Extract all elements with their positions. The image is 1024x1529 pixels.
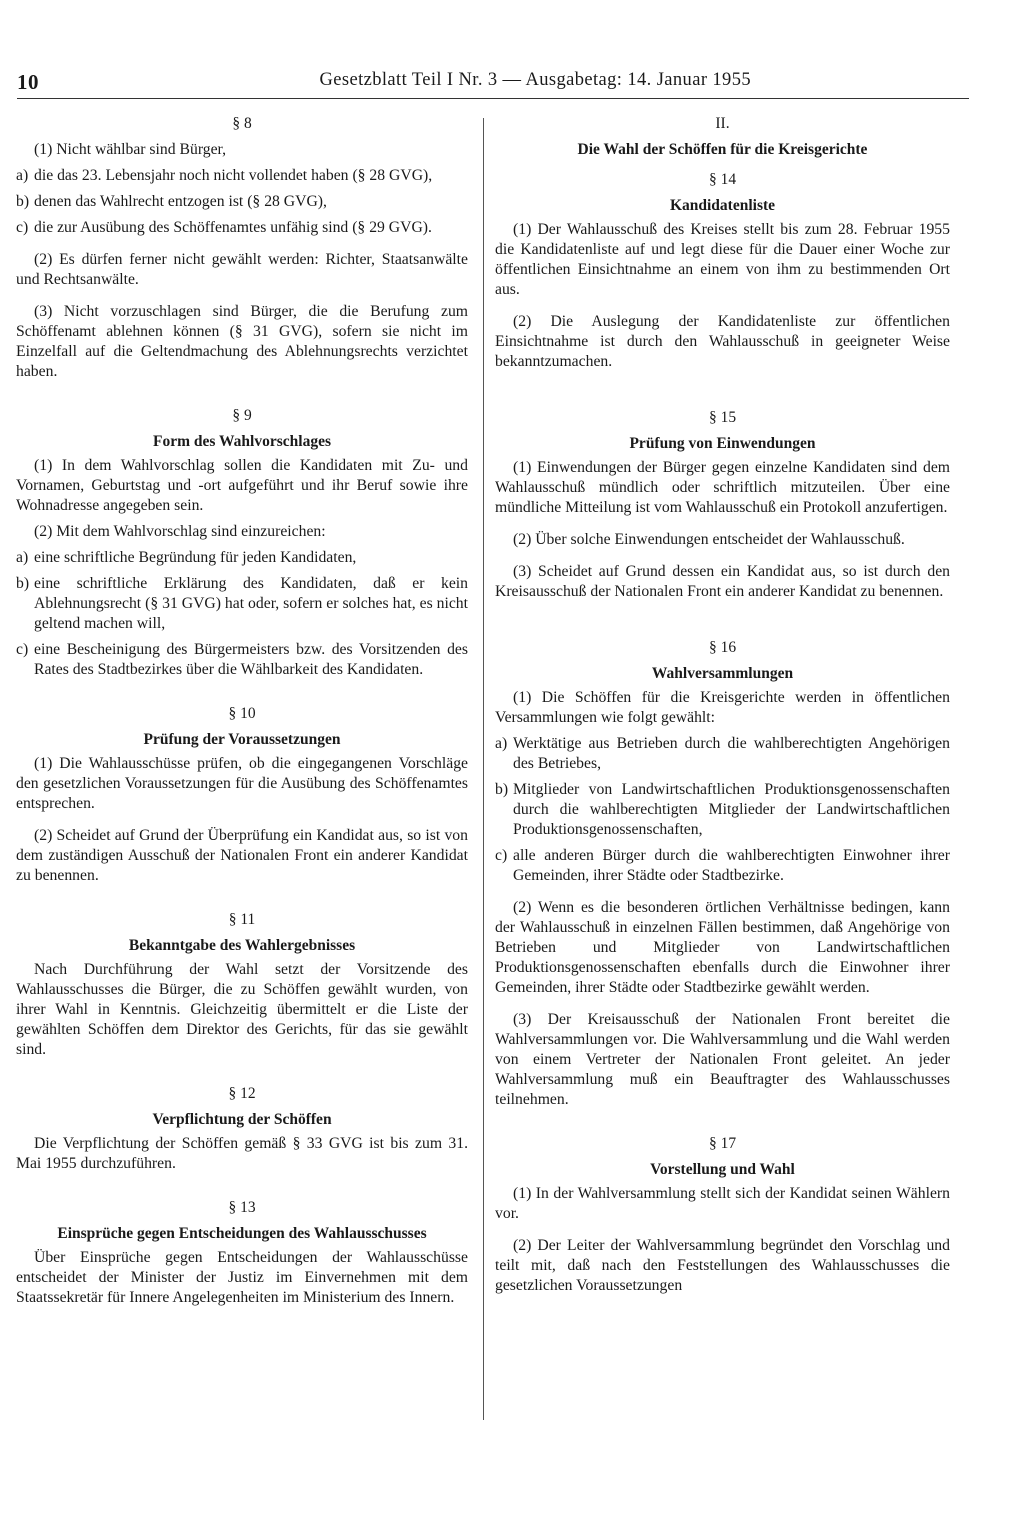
section-16 [495,638,950,1110]
paragraph: (1) Nicht wählbar sind Bürger, [34,141,227,158]
list-label: a) [16,167,29,184]
paragraph: (2) Wenn es die besonderen örtlichen Verhältnisse bedingen, kann der Wahlausschuß in einzelnen Fällen bestimmen, daß Angehörige von Betrieben und Mitglieder von Landwirtschaftlichen Produktionsgenossenschaften ebenfalls durch die Einwohner ihrer Gemeinden, ihrer Städte oder Stadtbezirke gewählt werden. [495,899,950,996]
section-number: § 15 [708,409,737,426]
paragraph: (1) In dem Wahlvorschlag sollen die Kandidaten mit Zu- und Vornamen, Geburtstag und -ort aufgeführt und ihr Beruf sowie ihre Wohnadresse angegeben sein. [16,457,468,514]
section-title: Prüfung von Einwendungen [629,435,816,452]
section-11 [16,910,468,1060]
paragraph: (2) Der Leiter der Wahlversammlung begründet den Vorschlag und teilt mit, daß nach den Feststellungen des Wahlausschusses die gesetzlichen Voraussetzungen [495,1237,950,1294]
paragraph: (2) Es dürfen ferner nicht gewählt werden: Richter, Staatsanwälte und Rechtsanwälte. [16,251,468,288]
list-text: eine schriftliche Begründung für jeden Kandidaten, [34,549,357,566]
list-label: b) [495,781,509,798]
list-text: die zur Ausübung des Schöffenamtes unfähig sind (§ 29 GVG). [34,219,432,236]
list-text: eine schriftliche Erklärung des Kandidaten, daß er kein Ablehnungsrecht (§ 31 GVG) hat oder, sofern er solches hat, es nicht geltend machen will, [34,575,468,632]
list-item [16,640,468,680]
section-number: § 13 [228,1199,256,1216]
list-item [495,780,950,840]
paragraph: (1) In der Wahlversammlung stellt sich der Kandidat seinen Wählern vor. [495,1185,950,1222]
right-column [495,114,950,1296]
section-title: Einsprüche gegen Entscheidungen des Wahlausschusses [57,1225,427,1242]
list-item [495,846,950,886]
list-item [16,192,468,212]
section-number: § 9 [232,407,252,424]
list-text: alle anderen Bürger durch die wahlberechtigten Einwohner ihrer Gemeinden, ihrer Städte oder Stadtbezirke. [513,847,950,884]
section-12 [16,1084,468,1174]
list-item [16,166,468,186]
paragraph: (3) Scheidet auf Grund dessen ein Kandidat aus, so ist durch den Kreisausschuß der Nationalen Front ein anderer Kandidat zu benennen. [495,563,950,600]
part-number: II. [715,115,730,132]
header-rule [17,98,969,99]
list-text: denen das Wahlrecht entzogen ist (§ 28 GVG), [34,193,327,210]
running-title: Gesetzblatt Teil I Nr. 3 — Ausgabetag: 14. Januar 1955 [319,70,751,90]
list-text: eine Bescheinigung des Bürgermeisters bzw. des Vorsitzenden des Rates des Stadtbezirkes über die Wählbarkeit des Kandidaten. [34,641,468,678]
section-8 [16,114,468,382]
part-title: Die Wahl der Schöffen für die Kreisgerichte [577,141,868,158]
list-text: Mitglieder von Landwirtschaftlichen Produktionsgenossenschaften durch die wahlberechtigten Mitglieder der Landwirtschaftlichen Produktionsgenossenschaften, [513,781,950,838]
section-title: Vorstellung und Wahl [650,1161,795,1178]
section-title: Verpflichtung der Schöffen [152,1111,332,1128]
list-label: c) [495,847,508,864]
paragraph: (3) Der Kreisausschuß der Nationalen Front bereitet die Wahlversammlungen vor. Die Wahlversammlung und die Wahl werden von einem Vertreter der Nationalen Front geleitet. An jeder Wahlversammlung muß ein Beauftragter des Wahlausschusses teilnehmen. [495,1011,950,1108]
section-title: Form des Wahlvorschlages [153,433,331,450]
paragraph: (2) Über solche Einwendungen entscheidet der Wahlausschuß. [513,531,905,548]
paragraph: (2) Mit dem Wahlvorschlag sind einzureichen: [34,523,326,540]
paragraph: (1) Die Schöffen für die Kreisgerichte werden in öffentlichen Versammlungen wie folgt gewählt: [495,689,950,726]
section-number: § 16 [708,639,737,656]
list-label: b) [16,575,30,592]
section-14 [495,170,950,372]
column-divider [483,118,484,1420]
section-9 [16,406,468,680]
section-title: Wahlversammlungen [651,665,794,682]
section-13 [16,1198,468,1308]
paragraph: (2) Die Auslegung der Kandidatenliste zur öffentlichen Einsichtnahme ist durch den Wahlausschuß in geeigneter Weise bekanntzumachen. [495,313,950,370]
section-number: § 14 [708,171,737,188]
list-item [495,734,950,774]
paragraph: Die Verpflichtung der Schöffen gemäß § 33 GVG ist bis zum 31. Mai 1955 durchzuführen. [16,1135,468,1172]
paragraph: (1) Die Wahlausschüsse prüfen, ob die eingegangenen Vorschläge den gesetzlichen Voraussetzungen für die Ausübung des Schöffenamtes entsprechen. [16,755,468,812]
list-label: a) [495,735,508,752]
section-10 [16,704,468,886]
section-title: Bekanntgabe des Wahlergebnisses [128,937,356,954]
section-15 [495,408,950,602]
list-label: b) [16,193,30,210]
list-item [16,548,468,568]
list-text: die das 23. Lebensjahr noch nicht vollendet haben (§ 28 GVG), [34,167,433,184]
section-number: § 17 [708,1135,737,1152]
paragraph: (1) Der Wahlausschuß des Kreises stellt bis zum 28. Februar 1955 die Kandidatenliste auf und legt diese für die Dauer einer Woche zur öffentlichen Einsichtnahme an einem von ihm zu bestimmenden Ort aus. [495,221,950,298]
part-heading [495,114,950,160]
section-title: Kandidatenliste [669,197,776,214]
paragraph: (1) Einwendungen der Bürger gegen einzelne Kandidaten sind dem Wahlausschuß mündlich oder schriftlich mitzuteilen. Über eine mündliche Mitteilung ist vom Wahlausschuß ein Protokoll anzufertigen. [495,459,950,516]
section-number: § 12 [228,1085,256,1102]
section-title: Prüfung der Voraussetzungen [143,731,341,748]
section-number: § 10 [228,705,256,722]
page-number: 10 [17,70,39,94]
section-number: § 11 [228,911,256,928]
paragraph: Über Einsprüche gegen Entscheidungen der Wahlausschüsse entscheidet der Minister der Justiz im Einvernehmen mit dem Staatssekretär für Innere Angelegenheiten im Ministerium des Innern. [16,1249,468,1306]
section-number: § 8 [232,115,252,132]
paragraph: Nach Durchführung der Wahl setzt der Vorsitzende des Wahlausschusses die Bürger, die zu Schöffen gewählt wurden, von ihrer Wahl in Kenntnis. Gleichzeitig übermittelt er die Liste der gewählten Schöffen dem Direktor des Gerichts, für das sie gewählt sind. [16,961,468,1058]
page-header [17,70,969,100]
list-text: Werktätige aus Betrieben durch die wahlberechtigten Angehörigen des Betriebes, [513,735,950,772]
paragraph: (3) Nicht vorzuschlagen sind Bürger, die die Berufung zum Schöffenamt ablehnen können (§ 31 GVG), sofern sie nicht im Einzelfall auf die Geltendmachung des Ablehnungsrechts verzichtet haben. [16,303,468,380]
list-item [16,574,468,634]
section-17 [495,1134,950,1296]
list-label: c) [16,219,29,236]
list-label: c) [16,641,29,658]
list-label: a) [16,549,29,566]
paragraph: (2) Scheidet auf Grund der Überprüfung ein Kandidat aus, so ist von dem zuständigen Ausschuß der Nationalen Front ein anderer Kandidat zu benennen. [16,827,468,884]
list-item [16,218,468,238]
left-column [16,114,468,1308]
